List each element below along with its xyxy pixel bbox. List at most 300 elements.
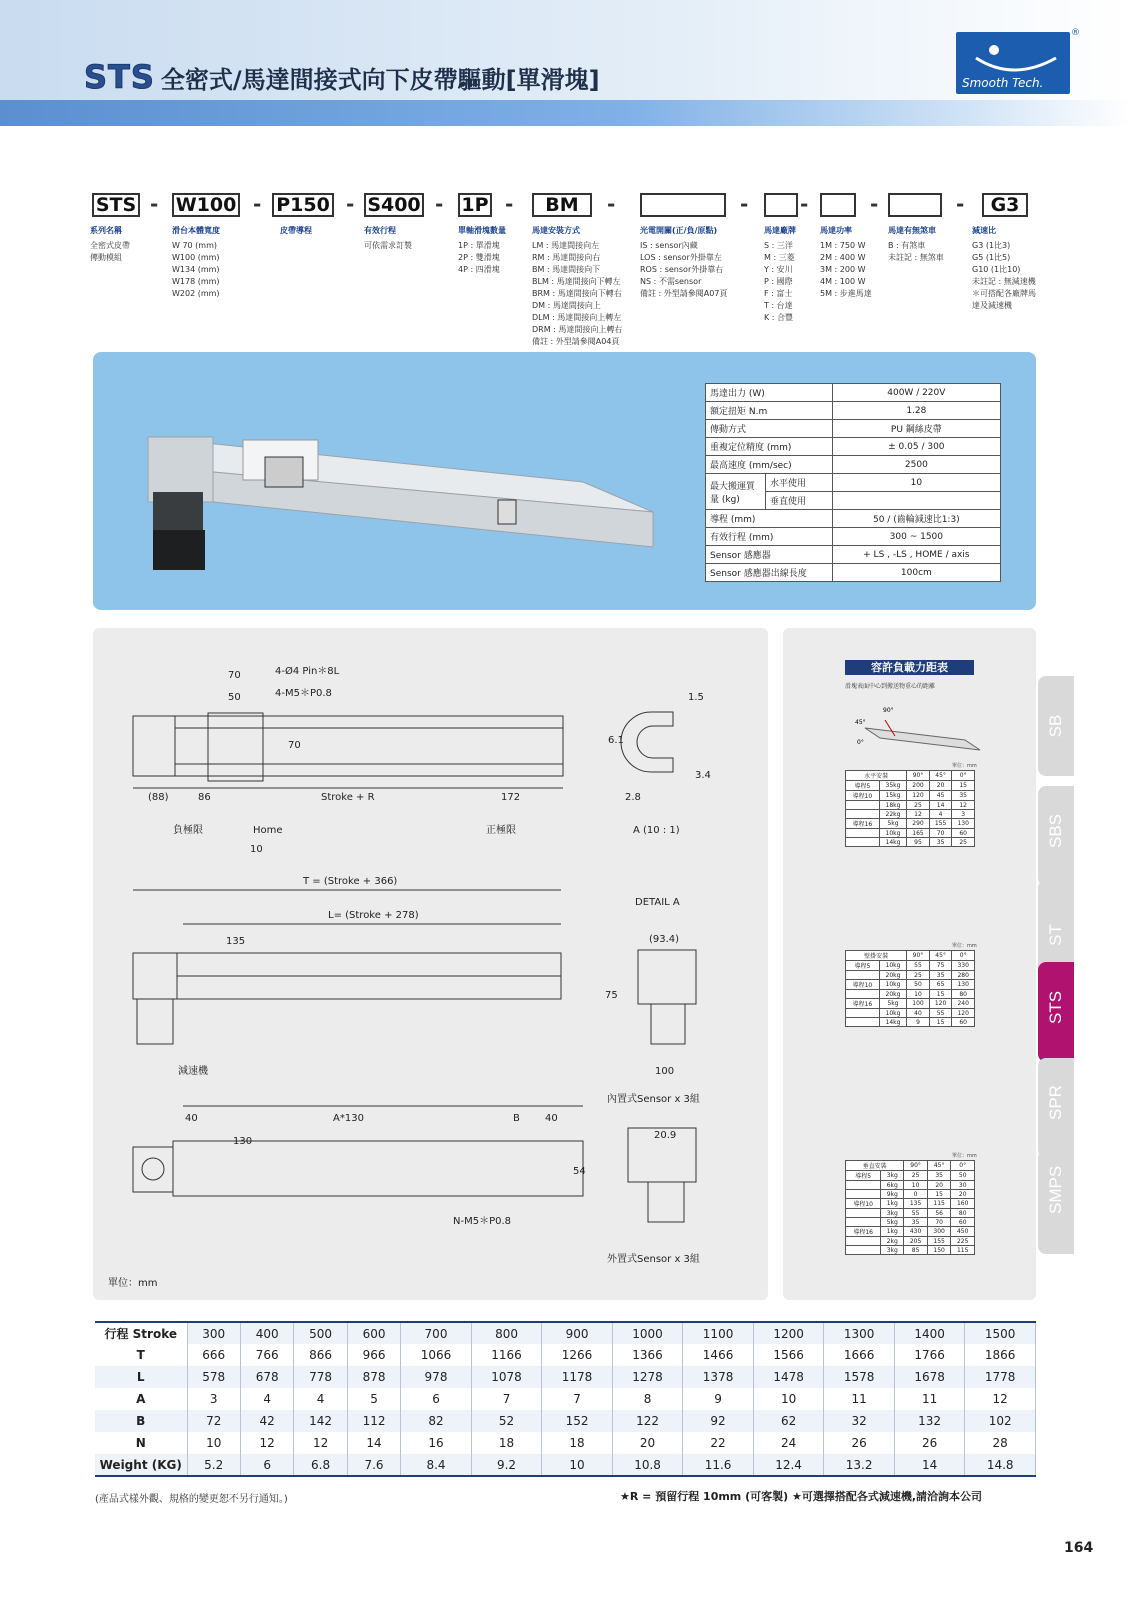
load-cell: 55 bbox=[907, 961, 930, 971]
detail-a-scale: A (10 : 1) bbox=[633, 825, 680, 836]
load-cell: 10 bbox=[904, 1181, 928, 1190]
load-cell: 330 bbox=[952, 961, 975, 971]
spec-sublabel: 垂直使用 bbox=[766, 492, 833, 510]
code-dash: - bbox=[607, 192, 616, 216]
code-column-line: W100 (mm) bbox=[172, 253, 220, 262]
load-cell: 50 bbox=[907, 980, 930, 990]
stroke-cell: 132 bbox=[894, 1410, 965, 1432]
load-cell: 120 bbox=[907, 791, 930, 801]
load-cell: 9kg bbox=[881, 1190, 904, 1199]
load-table-row bbox=[846, 829, 975, 838]
stroke-table-row bbox=[95, 1432, 1036, 1454]
label-home: Home bbox=[253, 825, 283, 836]
stroke-cell: 14.8 bbox=[965, 1454, 1036, 1476]
load-table bbox=[845, 770, 975, 847]
load-table bbox=[845, 950, 975, 1027]
stroke-cell: 11 bbox=[894, 1388, 965, 1410]
load-cell: 85 bbox=[904, 1246, 928, 1255]
stroke-cell: 92 bbox=[683, 1410, 754, 1432]
code-dash: - bbox=[956, 192, 965, 216]
spec-value: ± 0.05 / 300 bbox=[832, 438, 1000, 456]
code-column-line: BRM : 馬達間接向下轉右 bbox=[532, 289, 622, 298]
stroke-cell: 1400 bbox=[894, 1322, 965, 1344]
stroke-cell: 1666 bbox=[824, 1344, 895, 1366]
load-cell: 導程16 bbox=[846, 999, 880, 1009]
stroke-cell: 11.6 bbox=[683, 1454, 754, 1476]
code-dash: - bbox=[346, 192, 355, 216]
load-table-row bbox=[846, 1218, 975, 1227]
load-cell: 130 bbox=[952, 980, 975, 990]
load-head-cell: 0° bbox=[952, 771, 975, 781]
side-tab-label: ST bbox=[1046, 924, 1065, 946]
load-cell: 45 bbox=[929, 791, 952, 801]
stroke-cell: 1478 bbox=[753, 1366, 824, 1388]
spec-label: 導程 (mm) bbox=[706, 510, 833, 528]
spec-label: 最高速度 (mm/sec) bbox=[706, 456, 833, 474]
load-unit: 單位：mm bbox=[952, 943, 977, 949]
stroke-cell: 42 bbox=[240, 1410, 293, 1432]
code-column-line: G5 (1比5) bbox=[972, 253, 1011, 262]
load-table-row bbox=[846, 961, 975, 971]
load-cell bbox=[846, 1181, 881, 1190]
load-table-row bbox=[846, 810, 975, 819]
load-cell: 120 bbox=[952, 1009, 975, 1018]
stroke-cell: 12 bbox=[965, 1388, 1036, 1410]
stroke-dimension-table bbox=[95, 1321, 1036, 1477]
dim-130: 130 bbox=[233, 1136, 253, 1147]
code-column-line: DM : 馬達間接向上 bbox=[532, 301, 601, 310]
spec-row bbox=[706, 546, 1001, 564]
load-cell: 225 bbox=[951, 1237, 975, 1246]
spec-label: 最大搬運質量 (kg) bbox=[706, 474, 766, 510]
stroke-cell: 866 bbox=[294, 1344, 347, 1366]
code-column-line: S : 三洋 bbox=[764, 241, 793, 250]
code-column-line: BLM : 馬達間接向下轉左 bbox=[532, 277, 621, 286]
stroke-cell: 112 bbox=[347, 1410, 400, 1432]
dim-135: 135 bbox=[226, 936, 246, 947]
drawing-labels bbox=[108, 665, 711, 1289]
code-column-head: 皮帶導程 bbox=[280, 226, 312, 235]
code-column-head: 有效行程 bbox=[364, 226, 396, 235]
stroke-cell: 16 bbox=[401, 1432, 472, 1454]
load-cell: 5kg bbox=[879, 999, 906, 1009]
load-table-row bbox=[846, 980, 975, 990]
stroke-cell: 5.2 bbox=[187, 1454, 240, 1476]
load-cell: 30 bbox=[951, 1181, 975, 1190]
load-cell: 14kg bbox=[879, 1018, 906, 1027]
load-table-row bbox=[846, 819, 975, 829]
stroke-table-row bbox=[95, 1388, 1036, 1410]
stroke-cell: 12.4 bbox=[753, 1454, 824, 1476]
load-cell: 12 bbox=[952, 801, 975, 810]
load-cell: 60 bbox=[952, 1018, 975, 1027]
stroke-cell: 6.8 bbox=[294, 1454, 347, 1476]
load-cell: 9 bbox=[907, 1018, 930, 1027]
stroke-cell: 6 bbox=[401, 1388, 472, 1410]
load-cell bbox=[846, 829, 880, 838]
load-cell bbox=[846, 1018, 880, 1027]
stroke-cell: 1066 bbox=[401, 1344, 472, 1366]
code-column-line: BM : 馬達間接向下 bbox=[532, 265, 601, 274]
load-table-row bbox=[846, 1237, 975, 1246]
stroke-cell: 1300 bbox=[824, 1322, 895, 1344]
stroke-cell: 12 bbox=[240, 1432, 293, 1454]
spec-row bbox=[706, 474, 1001, 492]
spec-row bbox=[706, 384, 1001, 402]
stroke-cell: 26 bbox=[894, 1432, 965, 1454]
load-table-row bbox=[846, 1227, 975, 1237]
stroke-cell: 1566 bbox=[753, 1344, 824, 1366]
stroke-cell: 966 bbox=[347, 1344, 400, 1366]
load-cell: 75 bbox=[929, 961, 952, 971]
load-cell: 35 bbox=[904, 1218, 928, 1227]
load-cell: 1kg bbox=[881, 1199, 904, 1209]
side-tab-spr[interactable] bbox=[1038, 1058, 1074, 1158]
load-cell: 15 bbox=[927, 1190, 951, 1199]
load-cell bbox=[846, 838, 880, 847]
stroke-cell: 978 bbox=[401, 1366, 472, 1388]
dimension-drawing-panel bbox=[93, 628, 768, 1300]
stroke-cell: 7 bbox=[542, 1388, 613, 1410]
stroke-cell: 778 bbox=[294, 1366, 347, 1388]
model-code-box bbox=[888, 193, 942, 217]
spec-table bbox=[705, 383, 1001, 582]
code-dash: - bbox=[505, 192, 514, 216]
stroke-cell: 1866 bbox=[965, 1344, 1036, 1366]
dim-93-4: (93.4) bbox=[649, 934, 680, 945]
load-cell: 20 bbox=[929, 781, 952, 791]
model-code-box: 1P bbox=[458, 193, 492, 217]
label-reducer: 減速機 bbox=[178, 1066, 208, 1077]
code-column-head: 減速比 bbox=[972, 226, 996, 235]
load-table-title: 容許負載力距表 bbox=[845, 660, 974, 675]
load-table bbox=[845, 1160, 975, 1255]
load-cell: 35 bbox=[927, 1171, 951, 1181]
load-cell: 18kg bbox=[879, 801, 906, 810]
stroke-cell: 578 bbox=[187, 1366, 240, 1388]
load-table-row bbox=[846, 990, 975, 999]
code-column-line: F : 富士 bbox=[764, 289, 793, 298]
code-dash: - bbox=[740, 192, 749, 216]
load-cell: 10kg bbox=[879, 961, 906, 971]
load-cell: 14 bbox=[929, 801, 952, 810]
code-column-head: 系列名稱 bbox=[90, 226, 122, 235]
load-table-head bbox=[846, 771, 975, 781]
spec-value: 2500 bbox=[832, 456, 1000, 474]
stroke-cell: 8.4 bbox=[401, 1454, 472, 1476]
dim-40a: 40 bbox=[185, 1113, 198, 1124]
load-cell: 60 bbox=[951, 1218, 975, 1227]
load-cell: 20 bbox=[927, 1181, 951, 1190]
label-inner-sensor: 內置式Sensor x 3組 bbox=[607, 1094, 700, 1105]
stroke-cell: 13.2 bbox=[824, 1454, 895, 1476]
load-head-cell: 90° bbox=[907, 951, 930, 961]
load-cell: 135 bbox=[904, 1199, 928, 1209]
stroke-cell: 678 bbox=[240, 1366, 293, 1388]
stroke-cell: 400 bbox=[240, 1322, 293, 1344]
load-cell: 25 bbox=[952, 838, 975, 847]
spec-value: 50 / (齒輪減速比1:3) bbox=[832, 510, 1000, 528]
load-table-row bbox=[846, 1209, 975, 1218]
spec-label: 額定扭矩 N.m bbox=[706, 402, 833, 420]
stroke-cell: 62 bbox=[753, 1410, 824, 1432]
stroke-cell: 1366 bbox=[612, 1344, 683, 1366]
stroke-cell: 600 bbox=[347, 1322, 400, 1344]
load-cell: 3 bbox=[952, 810, 975, 819]
stroke-cell: 1166 bbox=[471, 1344, 542, 1366]
load-table-row bbox=[846, 1009, 975, 1018]
load-cell: 5kg bbox=[881, 1218, 904, 1227]
stroke-cell: 11 bbox=[824, 1388, 895, 1410]
spec-label: 馬達出力 (W) bbox=[706, 384, 833, 402]
load-cell: 22kg bbox=[879, 810, 906, 819]
code-dash: - bbox=[253, 192, 262, 216]
angle-45-label: 45° bbox=[855, 719, 866, 726]
stroke-cell: 18 bbox=[542, 1432, 613, 1454]
stroke-cell: 14 bbox=[894, 1454, 965, 1476]
model-code-box: P150 bbox=[272, 193, 334, 217]
load-cell: 3kg bbox=[881, 1171, 904, 1181]
spec-row bbox=[706, 528, 1001, 546]
dim-l: L= (Stroke + 278) bbox=[328, 910, 419, 921]
load-cell bbox=[846, 1246, 881, 1255]
load-cell: 5kg bbox=[879, 819, 906, 829]
load-table-head bbox=[846, 1161, 975, 1171]
spec-sublabel: 水平使用 bbox=[766, 474, 833, 492]
code-dash: - bbox=[435, 192, 444, 216]
load-cell: 80 bbox=[951, 1209, 975, 1218]
load-cell: 35 bbox=[929, 971, 952, 980]
load-cell: 200 bbox=[907, 781, 930, 791]
angle-90-label: 90° bbox=[883, 707, 894, 714]
stroke-cell: 1378 bbox=[683, 1366, 754, 1388]
stroke-cell: 1466 bbox=[683, 1344, 754, 1366]
load-cell: 10 bbox=[907, 990, 930, 999]
page-number: 164 bbox=[1064, 1540, 1094, 1556]
model-code-box bbox=[820, 193, 856, 217]
load-cell: 100 bbox=[907, 999, 930, 1009]
load-cell: 150 bbox=[927, 1246, 951, 1255]
code-column-line: 傳動模組 bbox=[90, 253, 122, 262]
load-cell: 70 bbox=[929, 829, 952, 838]
code-column-line: 4M : 100 W bbox=[820, 277, 866, 286]
code-column-line: Y : 安川 bbox=[764, 265, 793, 274]
stroke-cell: 20 bbox=[612, 1432, 683, 1454]
stroke-cell: 3 bbox=[187, 1388, 240, 1410]
code-column-line: T : 台達 bbox=[764, 301, 793, 310]
dim-m5: 4-M5＊P0.8 bbox=[275, 688, 332, 699]
side-tab-label: SPR bbox=[1046, 1085, 1065, 1120]
load-cell: 290 bbox=[907, 819, 930, 829]
spec-label: 有效行程 (mm) bbox=[706, 528, 833, 546]
code-column-line: ＊可搭配各廠牌馬 bbox=[972, 289, 1036, 298]
dim-2-8: 2.8 bbox=[625, 792, 641, 803]
load-table-row bbox=[846, 1181, 975, 1190]
load-cell: 2kg bbox=[881, 1237, 904, 1246]
load-cell: 450 bbox=[951, 1227, 975, 1237]
load-unit: 單位：mm bbox=[952, 763, 977, 769]
stroke-cell: 24 bbox=[753, 1432, 824, 1454]
code-column-line: 2P : 雙滑塊 bbox=[458, 253, 500, 262]
dim-86: 86 bbox=[198, 792, 211, 803]
stroke-cell: 10 bbox=[542, 1454, 613, 1476]
load-cell: 導程10 bbox=[846, 1199, 881, 1209]
code-column-line: 4P : 四滑塊 bbox=[458, 265, 500, 274]
detail-a-label: DETAIL A bbox=[635, 897, 680, 908]
load-table-row bbox=[846, 1190, 975, 1199]
model-code-box bbox=[764, 193, 798, 217]
load-cell: 25 bbox=[907, 971, 930, 980]
load-cell bbox=[846, 1190, 881, 1199]
series-description: 全密式/馬達間接式向下皮帶驅動[單滑塊] bbox=[160, 66, 600, 94]
model-code-box: STS bbox=[92, 193, 140, 217]
stroke-cell: 5 bbox=[347, 1388, 400, 1410]
load-cell: 15 bbox=[952, 781, 975, 791]
stroke-cell: 10 bbox=[187, 1432, 240, 1454]
load-unit: 單位：mm bbox=[952, 1153, 977, 1159]
code-column-line: G10 (1比10) bbox=[972, 265, 1021, 274]
stroke-cell: 1200 bbox=[753, 1322, 824, 1344]
load-head-cell: 0° bbox=[952, 951, 975, 961]
side-tab-smps[interactable] bbox=[1038, 1150, 1074, 1254]
load-cell: 430 bbox=[904, 1227, 928, 1237]
load-cell: 55 bbox=[904, 1209, 928, 1218]
code-column-line: 達及減速機 bbox=[972, 301, 1012, 310]
load-cell bbox=[846, 801, 880, 810]
load-cell: 35kg bbox=[879, 781, 906, 791]
actuator-illustration bbox=[148, 437, 653, 570]
load-cell: 導程16 bbox=[846, 1227, 881, 1237]
code-column-line: 未註記 : 無煞車 bbox=[888, 253, 944, 262]
stroke-cell: 1178 bbox=[542, 1366, 613, 1388]
code-column-head: 滑台本體寬度 bbox=[172, 226, 220, 235]
code-column-line: 2M : 400 W bbox=[820, 253, 866, 262]
model-code-box: G3 bbox=[982, 193, 1028, 217]
load-cell: 6kg bbox=[881, 1181, 904, 1190]
load-cell: 120 bbox=[929, 999, 952, 1009]
dimension-drawing bbox=[93, 628, 768, 1300]
spec-row bbox=[706, 564, 1001, 582]
side-tab-sts[interactable] bbox=[1038, 962, 1074, 1062]
stroke-table-row bbox=[95, 1366, 1036, 1388]
model-code-box: W100 bbox=[172, 193, 240, 217]
load-cell: 35 bbox=[952, 791, 975, 801]
stroke-cell: 1778 bbox=[965, 1366, 1036, 1388]
spec-value: PU 鋼絲皮帶 bbox=[832, 420, 1000, 438]
stroke-cell: 6 bbox=[240, 1454, 293, 1476]
load-cell: 300 bbox=[927, 1227, 951, 1237]
smooth-tech-logo bbox=[956, 28, 1080, 94]
stroke-cell: 4 bbox=[240, 1388, 293, 1410]
stroke-cell: 32 bbox=[824, 1410, 895, 1432]
load-cell: 55 bbox=[929, 1009, 952, 1018]
spec-value bbox=[832, 492, 1000, 510]
spec-value: 1.28 bbox=[832, 402, 1000, 420]
load-cell: 10kg bbox=[879, 980, 906, 990]
code-column-line: IS : sensor內藏 bbox=[640, 241, 698, 250]
load-head-cell: 水平安裝 bbox=[846, 771, 907, 781]
side-tab-label: STS bbox=[1046, 990, 1065, 1024]
unit-label: 單位：mm bbox=[108, 1278, 158, 1289]
stroke-cell: 1578 bbox=[824, 1366, 895, 1388]
stroke-table-row bbox=[95, 1344, 1036, 1366]
load-cell: 56 bbox=[927, 1209, 951, 1218]
stroke-cell: 9.2 bbox=[471, 1454, 542, 1476]
load-cell: 20 bbox=[951, 1190, 975, 1199]
load-cell: 160 bbox=[951, 1199, 975, 1209]
code-column-head: 馬達功率 bbox=[820, 226, 852, 235]
side-tab-sb[interactable] bbox=[1038, 676, 1074, 776]
horizontal-mount-diagram bbox=[845, 700, 995, 760]
load-cell: 20kg bbox=[879, 971, 906, 980]
code-column-line: B : 有煞車 bbox=[888, 241, 926, 250]
stroke-cell: 1078 bbox=[471, 1366, 542, 1388]
load-table-subtitle: 滑塊表面中心到搬送物重心的距離 bbox=[845, 683, 936, 690]
code-column-line: 5M : 步進馬達 bbox=[820, 289, 872, 298]
model-code-box: BM bbox=[532, 193, 592, 217]
page-title bbox=[84, 58, 600, 96]
dim-h70: 70 bbox=[288, 740, 301, 751]
stroke-row-label: Weight (KG) bbox=[95, 1454, 187, 1476]
load-table-row bbox=[846, 781, 975, 791]
stroke-row-label: T bbox=[95, 1344, 187, 1366]
spec-value: 10 bbox=[832, 474, 1000, 492]
load-cell: 60 bbox=[952, 829, 975, 838]
code-column-head: 馬達廠牌 bbox=[764, 226, 796, 235]
spec-label: 傳動方式 bbox=[706, 420, 833, 438]
load-cell: 15 bbox=[929, 1018, 952, 1027]
code-column-line: 3M : 200 W bbox=[820, 265, 866, 274]
series-code: STS bbox=[84, 58, 155, 96]
load-cell: 205 bbox=[904, 1237, 928, 1246]
load-cell: 3kg bbox=[881, 1209, 904, 1218]
stroke-cell: 766 bbox=[240, 1344, 293, 1366]
logo-registered: ® bbox=[1071, 28, 1080, 38]
stroke-cell: 666 bbox=[187, 1344, 240, 1366]
side-tab-sbs[interactable] bbox=[1038, 786, 1074, 886]
load-head-cell: 45° bbox=[929, 771, 952, 781]
load-cell: 240 bbox=[952, 999, 975, 1009]
stroke-cell: 900 bbox=[542, 1322, 613, 1344]
stroke-cell: 102 bbox=[965, 1410, 1036, 1432]
code-column-line: DLM : 馬達間接向上轉左 bbox=[532, 313, 622, 322]
dim-1-5: 1.5 bbox=[688, 692, 704, 703]
side-tab-label: SBS bbox=[1046, 813, 1065, 848]
load-cell: 115 bbox=[951, 1246, 975, 1255]
dim-50: 50 bbox=[228, 692, 241, 703]
stroke-cell: 1678 bbox=[894, 1366, 965, 1388]
dim-54: 54 bbox=[573, 1166, 586, 1177]
load-cell: 70 bbox=[927, 1218, 951, 1227]
stroke-cell: 142 bbox=[294, 1410, 347, 1432]
load-head-cell: 90° bbox=[904, 1161, 928, 1171]
code-column-line: 備註 : 外型請參閱A04頁 bbox=[532, 337, 620, 346]
load-cell: 導程10 bbox=[846, 791, 880, 801]
spec-label: Sensor 感應器 bbox=[706, 546, 833, 564]
load-cell: 115 bbox=[927, 1199, 951, 1209]
stroke-cell: 7 bbox=[471, 1388, 542, 1410]
load-cell bbox=[846, 990, 880, 999]
stroke-cell: 18 bbox=[471, 1432, 542, 1454]
load-cell: 導程5 bbox=[846, 1171, 881, 1181]
code-column-line: W202 (mm) bbox=[172, 289, 220, 298]
angle-0-label: 0° bbox=[857, 739, 864, 746]
dim-172: 172 bbox=[501, 792, 521, 803]
code-column-line: M : 三菱 bbox=[764, 253, 795, 262]
code-column-line: ROS : sensor外掛靠右 bbox=[640, 265, 724, 274]
load-cell: 導程16 bbox=[846, 819, 880, 829]
dim-10: 10 bbox=[250, 844, 263, 855]
